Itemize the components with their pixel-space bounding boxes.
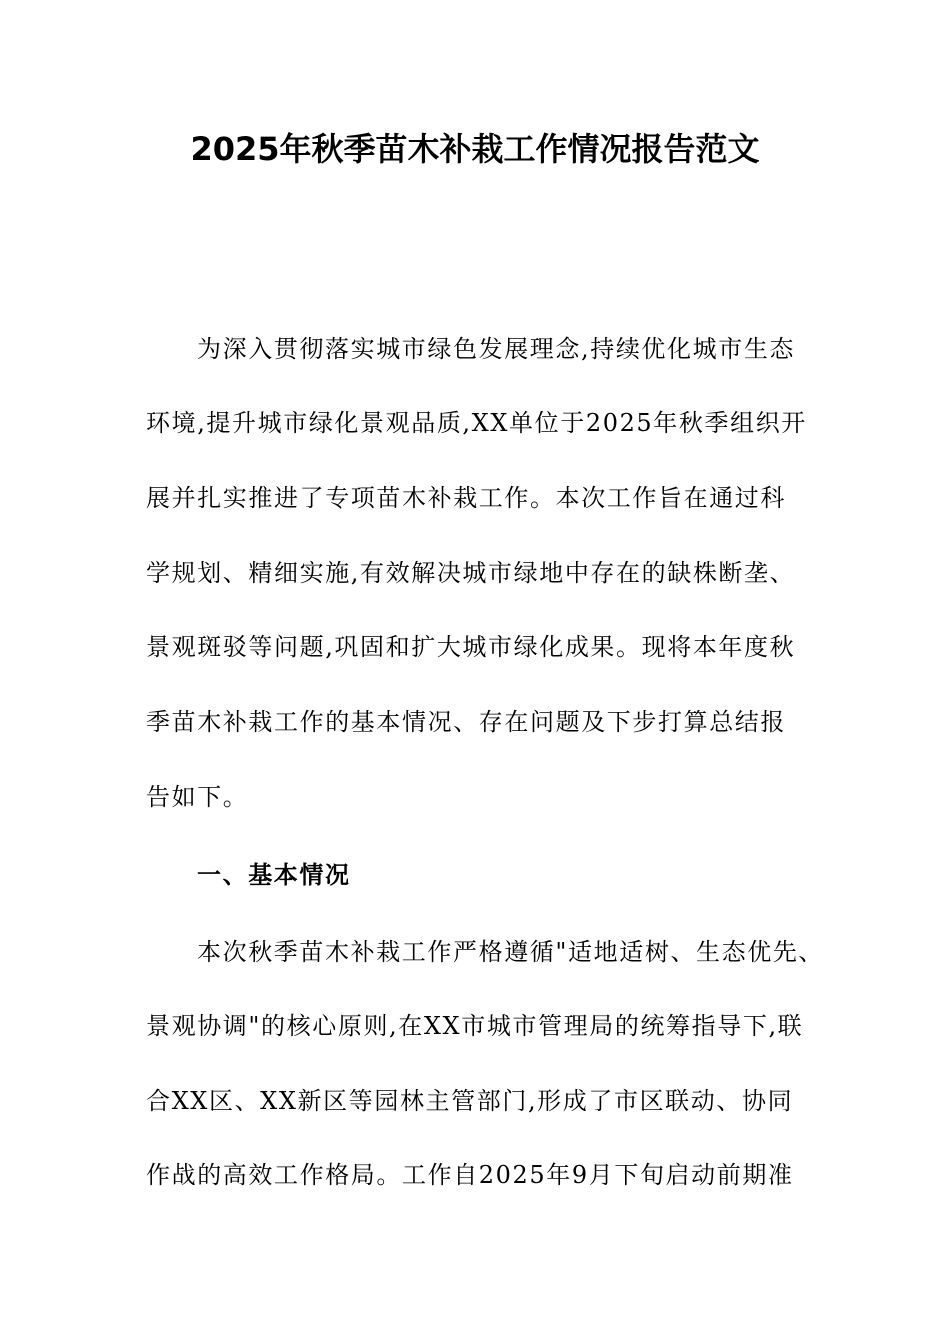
paragraph-line: 季苗木补栽工作的基本情况、存在问题及下步打算总结报 (146, 708, 786, 736)
document-title: 2025年秋季苗木补栽工作情况报告范文 (190, 130, 760, 168)
paragraph-line: 景观协调"的核心原则,在XX市城市管理局的统筹指导下,联 (146, 1012, 804, 1040)
paragraph-line: 本次秋季苗木补栽工作严格遵循"适地适树、生态优先、 (197, 938, 825, 966)
paragraph-line: 合XX区、XX新区等园林主管部门,形成了市区联动、协同 (146, 1087, 794, 1115)
paragraph-line: 展并扎实推进了专项苗木补栽工作。本次工作旨在通过科 (146, 484, 786, 512)
paragraph-line: 景观斑驳等问题,巩固和扩大城市绿化成果。现将本年度秋 (146, 633, 796, 661)
paragraph-line: 作战的高效工作格局。工作自2025年9月下旬启动前期准 (146, 1161, 794, 1189)
paragraph-line: 环境,提升城市绿化景观品质,XX单位于2025年秋季组织开 (146, 409, 807, 437)
paragraph-line: 告如下。 (146, 783, 249, 811)
paragraph-line: 为深入贯彻落实城市绿色发展理念,持续优化城市生态 (197, 335, 796, 363)
section-heading: 一、基本情况 (197, 861, 351, 889)
paragraph-line: 学规划、精细实施,有效解决城市绿地中存在的缺株断垄、 (146, 559, 796, 587)
